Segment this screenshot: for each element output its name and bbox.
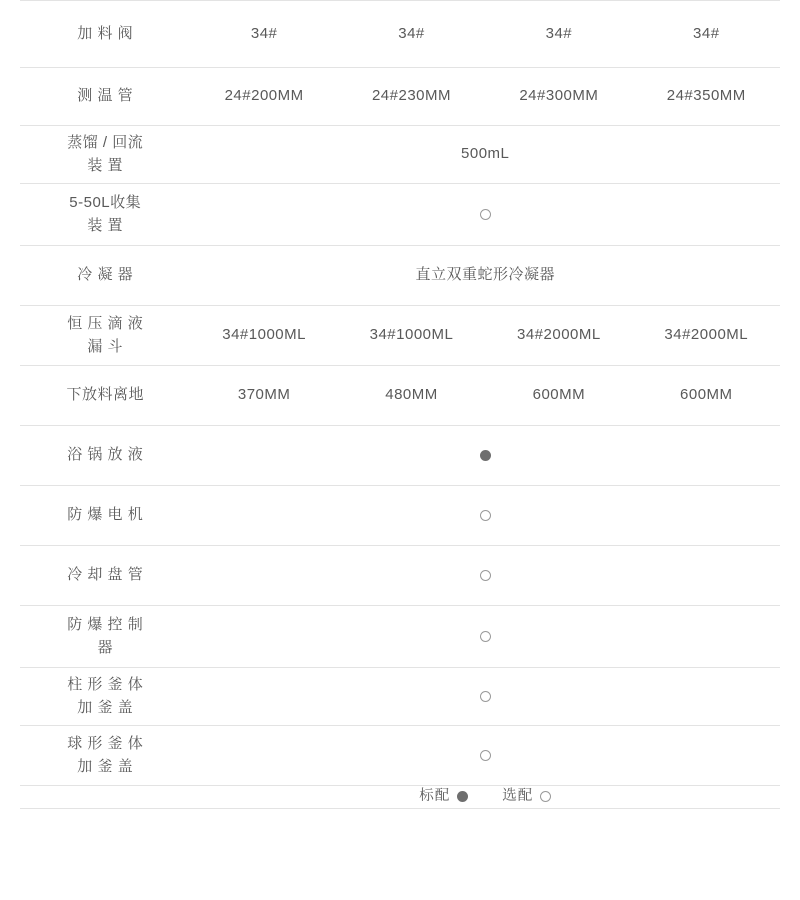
table-row [20, 606, 780, 668]
table-row [20, 246, 780, 306]
row-label-line: 加 料 阀 [77, 24, 134, 42]
row-value: 24#230MM [371, 87, 452, 105]
row-label-line: 冷 凝 器 [77, 266, 134, 284]
row-label [20, 668, 190, 726]
row-mark-cell [190, 426, 780, 486]
table-body [20, 1, 780, 809]
row-value: 34#2000ML [664, 326, 749, 344]
legend-spacer [20, 786, 190, 809]
optional-mark-icon [480, 209, 491, 220]
optional-mark-icon [480, 631, 491, 642]
row-label [20, 606, 190, 668]
row-value: 34#2000ML [517, 326, 601, 344]
row-value-merged: 500mL [461, 145, 510, 163]
legend-row [20, 786, 780, 809]
row-label-line: 装 置 [87, 156, 124, 174]
row-value: 600MM [532, 386, 586, 404]
optional-mark-icon [480, 570, 491, 581]
legend-standard-label: 标配 [419, 788, 451, 804]
optional-mark-icon [480, 691, 491, 702]
row-label [20, 246, 190, 306]
row-mark-cell [190, 606, 780, 668]
row-label [20, 306, 190, 366]
row-label-line: 装 置 [87, 216, 124, 234]
row-label-line: 浴 锅 放 液 [67, 446, 144, 464]
table-row [20, 668, 780, 726]
table-row [20, 486, 780, 546]
row-mark-cell [190, 726, 780, 786]
row-mark-cell [190, 486, 780, 546]
row-value-merged: 直立双重蛇形冷凝器 [415, 266, 555, 284]
row-value: 34# [250, 24, 278, 42]
row-value: 34# [398, 24, 425, 42]
row-label-line: 加 釜 盖 [77, 698, 134, 716]
optional-mark-icon [540, 791, 551, 802]
row-value: 24#350MM [666, 87, 746, 105]
row-label-line: 蒸馏 / 回流 [67, 134, 144, 151]
table-row [20, 426, 780, 486]
legend-cell [190, 786, 780, 809]
row-label [20, 726, 190, 786]
row-label [20, 126, 190, 184]
table-row [20, 546, 780, 606]
row-label-line: 恒 压 滴 液 [67, 315, 144, 332]
table-row [20, 306, 780, 366]
table-row [20, 126, 780, 184]
row-label-line: 漏 斗 [87, 337, 124, 355]
row-label-line: 5-50L收集 [69, 194, 142, 211]
table-row [20, 1, 780, 68]
row-label-line: 测 温 管 [77, 87, 134, 105]
row-label [20, 486, 190, 546]
row-label-line: 冷 却 盘 管 [67, 566, 144, 584]
row-value: 34#1000ML [222, 326, 306, 344]
row-label [20, 184, 190, 246]
row-label-line: 防 爆 电 机 [67, 506, 144, 524]
row-value: 600MM [680, 386, 733, 404]
row-value: 370MM [237, 386, 291, 404]
row-label-line: 下放料离地 [66, 386, 144, 404]
legend-standard [419, 786, 468, 808]
table-row [20, 726, 780, 786]
standard-mark-icon [480, 450, 491, 461]
specification-table [20, 0, 780, 809]
legend [190, 786, 780, 808]
row-mark-cell [190, 184, 780, 246]
row-label-line: 柱 形 釜 体 [67, 676, 144, 693]
standard-mark-icon [457, 791, 468, 802]
row-label-line: 加 釜 盖 [77, 757, 134, 775]
row-label [20, 1, 190, 68]
legend-optional-label: 选配 [502, 788, 534, 804]
legend-optional [502, 786, 551, 808]
row-mark-cell [190, 668, 780, 726]
row-value: 24#200MM [224, 87, 304, 105]
row-label [20, 546, 190, 606]
row-label [20, 68, 190, 126]
row-value: 34#1000ML [369, 326, 454, 344]
optional-mark-icon [480, 510, 491, 521]
row-label-line: 器 [97, 638, 113, 656]
row-value: 480MM [385, 386, 438, 404]
table-row [20, 68, 780, 126]
row-label [20, 366, 190, 426]
row-value: 24#300MM [519, 87, 599, 105]
row-value: 34# [693, 24, 720, 42]
row-label-line: 球 形 釜 体 [67, 735, 144, 752]
row-label [20, 426, 190, 486]
table-row [20, 184, 780, 246]
row-label-line: 防 爆 控 制 [67, 616, 144, 633]
row-value: 34# [545, 24, 573, 42]
table-row [20, 366, 780, 426]
row-mark-cell [190, 546, 780, 606]
optional-mark-icon [480, 750, 491, 761]
